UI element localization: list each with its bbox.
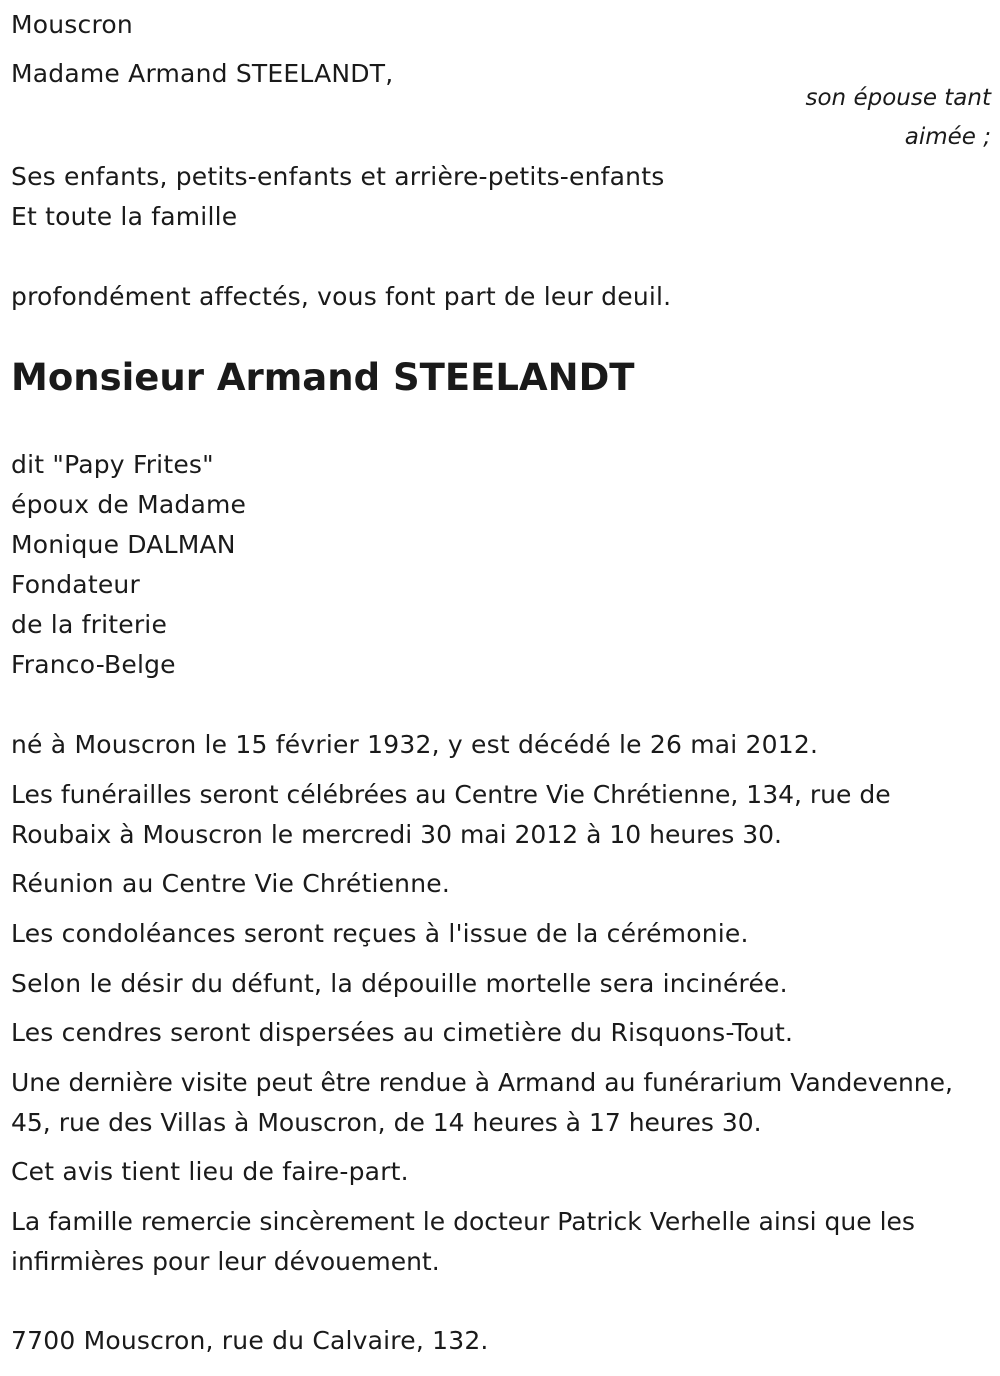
deceased-detail: dit "Papy Frites" [11, 450, 214, 479]
funeral-paragraph: Les funérailles seront célébrées au Centre Vie Chrétienne, 134, rue de Roubaix à Mouscron le mercredi 30 mai 2012 à 10 heures 30. [11, 780, 891, 849]
deceased-detail: Fondateur [11, 570, 140, 599]
deceased-detail: de la friterie [11, 610, 168, 639]
deceased-name: Monsieur Armand STEELANDT [11, 356, 635, 399]
widow-role-line1: son épouse tant [805, 85, 991, 111]
family-statement: profondément affectés, vous font part de leur deuil. [11, 282, 672, 311]
family-line-1: Ses enfants, petits-enfants et arrière-petits-enfants [11, 162, 665, 191]
visit-paragraph: Une dernière visite peut être rendue à Armand au funérarium Vandevenne, 45, rue des Villas à Mouscron, de 14 heures à 17 heures 30. [11, 1068, 953, 1137]
widow-role-line2: aimée ; [904, 124, 991, 150]
thanks-paragraph: La famille remercie sincèrement le docteur Patrick Verhelle ainsi que les infirmières pour leur dévouement. [11, 1207, 915, 1276]
birth-death-line: né à Mouscron le 15 février 1932, y est décédé le 26 mai 2012. [11, 730, 819, 759]
deceased-detail: Franco-Belge [11, 650, 176, 679]
widow-name: Madame Armand STEELANDT, [11, 59, 394, 88]
ashes-line: Les cendres seront dispersées au cimetière du Risquons-Tout. [11, 1018, 794, 1047]
faire-part-line: Cet avis tient lieu de faire-part. [11, 1157, 409, 1186]
city-heading: Mouscron [11, 10, 133, 39]
family-line-2: Et toute la famille [11, 202, 238, 231]
condolences-line: Les condoléances seront reçues à l'issue de la cérémonie. [11, 919, 749, 948]
deceased-detail: époux de Madame [11, 490, 247, 519]
cremation-line: Selon le désir du défunt, la dépouille mortelle sera incinérée. [11, 969, 788, 998]
address-line: 7700 Mouscron, rue du Calvaire, 132. [11, 1326, 489, 1355]
gathering-line: Réunion au Centre Vie Chrétienne. [11, 869, 450, 898]
deceased-detail: Monique DALMAN [11, 530, 236, 559]
